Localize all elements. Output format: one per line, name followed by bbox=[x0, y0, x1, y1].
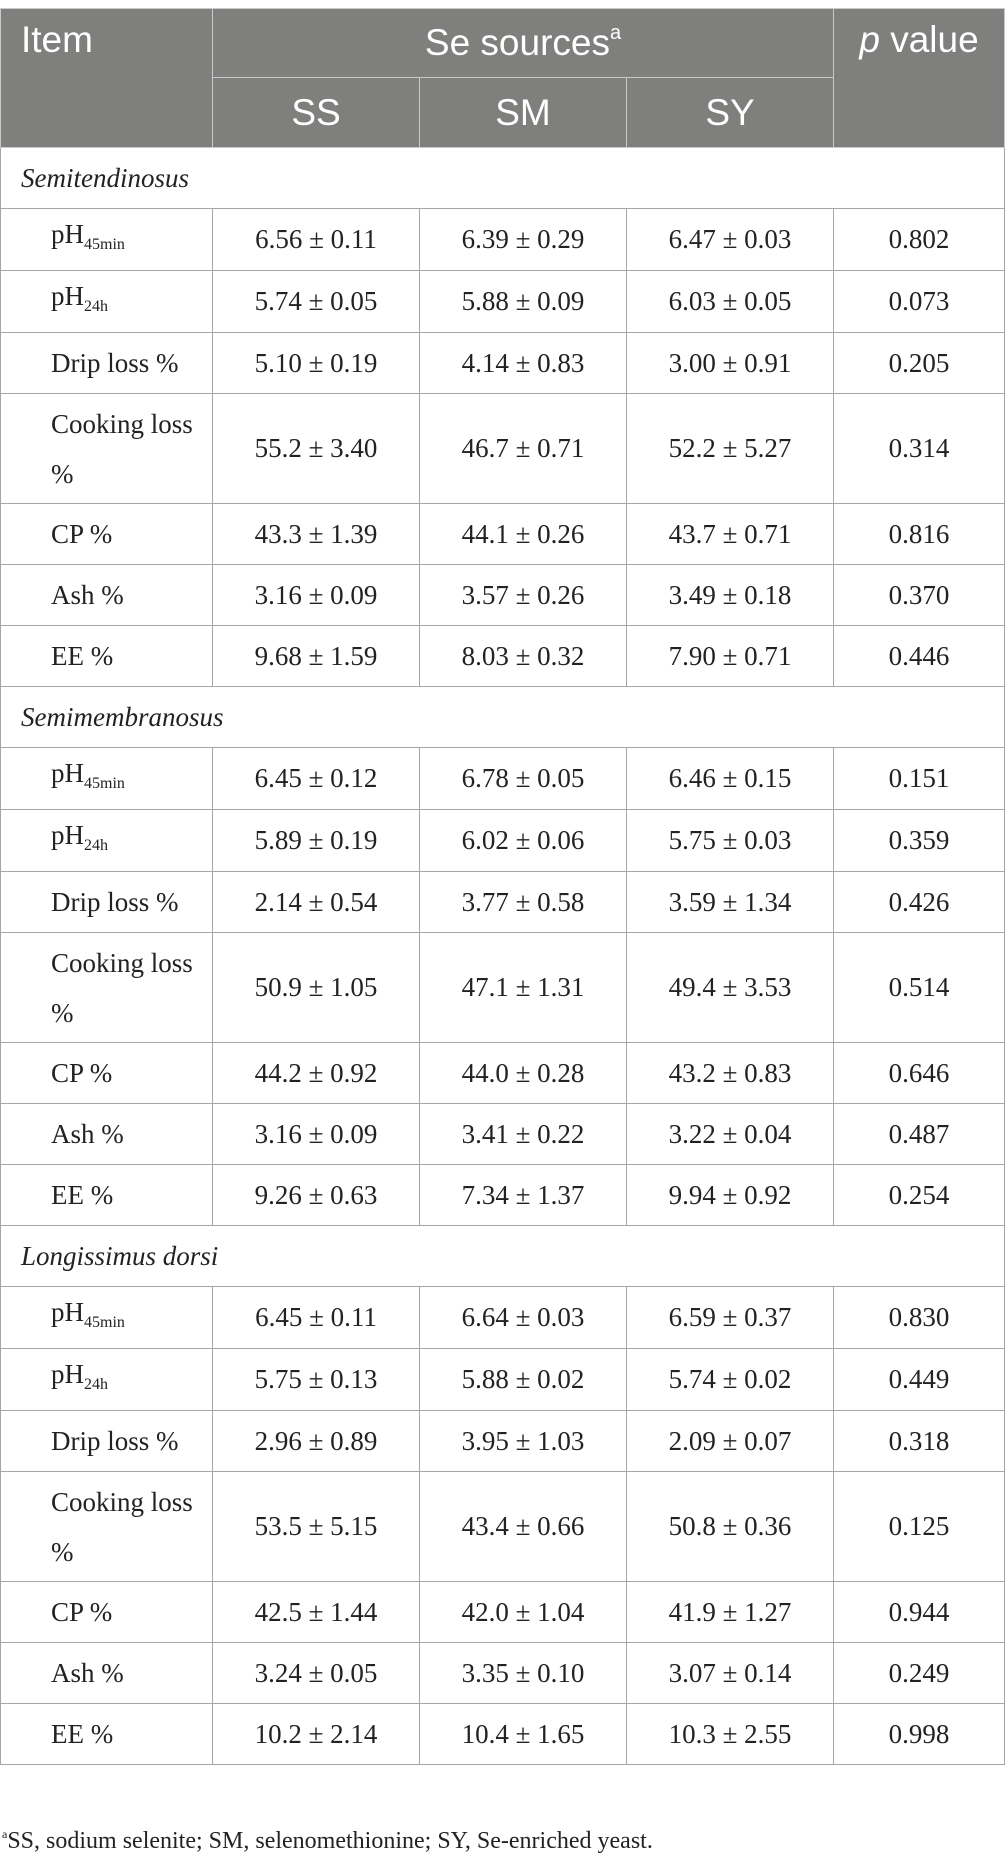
p-value-italic: p bbox=[859, 19, 880, 60]
col-header-sy: SY bbox=[627, 78, 834, 148]
row-label-subscript: 45min bbox=[84, 1314, 125, 1331]
table-row bbox=[1, 1104, 1005, 1165]
table-row bbox=[1, 626, 1005, 687]
row-label-text: CP % bbox=[51, 519, 113, 549]
table-row bbox=[1, 333, 1005, 394]
cell-p-value: 0.449 bbox=[834, 1349, 1005, 1411]
table-row bbox=[1, 810, 1005, 872]
cell-sy: 3.22 ± 0.04 bbox=[627, 1104, 834, 1165]
data-table bbox=[0, 8, 1005, 1765]
row-label-subscript: 45min bbox=[84, 775, 125, 792]
cell-p-value: 0.998 bbox=[834, 1704, 1005, 1765]
cell-sm: 43.4 ± 0.66 bbox=[420, 1472, 627, 1582]
cell-sm: 46.7 ± 0.71 bbox=[420, 394, 627, 504]
cell-p-value: 0.426 bbox=[834, 872, 1005, 933]
row-label bbox=[1, 1043, 213, 1104]
cell-sm: 6.39 ± 0.29 bbox=[420, 209, 627, 271]
table-row bbox=[1, 271, 1005, 333]
row-label bbox=[1, 1104, 213, 1165]
cell-sy: 3.07 ± 0.14 bbox=[627, 1643, 834, 1704]
row-label bbox=[1, 1165, 213, 1226]
row-label bbox=[1, 271, 213, 333]
cell-sm: 42.0 ± 1.04 bbox=[420, 1582, 627, 1643]
row-label-subscript: 24h bbox=[84, 1376, 108, 1393]
cell-ss: 5.89 ± 0.19 bbox=[213, 810, 420, 872]
cell-sy: 5.75 ± 0.03 bbox=[627, 810, 834, 872]
cell-sy: 7.90 ± 0.71 bbox=[627, 626, 834, 687]
cell-sm: 6.02 ± 0.06 bbox=[420, 810, 627, 872]
row-label-text: Cooking loss % bbox=[51, 408, 193, 489]
cell-sm: 44.0 ± 0.28 bbox=[420, 1043, 627, 1104]
row-label-text: pH bbox=[51, 820, 84, 850]
se-sources-label: Se sources bbox=[424, 22, 610, 63]
row-label bbox=[1, 810, 213, 872]
row-label-text: pH bbox=[51, 758, 84, 788]
cell-p-value: 0.944 bbox=[834, 1582, 1005, 1643]
cell-sm: 44.1 ± 0.26 bbox=[420, 504, 627, 565]
cell-sy: 5.74 ± 0.02 bbox=[627, 1349, 834, 1411]
p-value-header bbox=[834, 9, 1005, 148]
row-label-text: Cooking loss % bbox=[51, 947, 193, 1028]
row-label bbox=[1, 394, 213, 504]
table-row bbox=[1, 1165, 1005, 1226]
cell-sy: 6.47 ± 0.03 bbox=[627, 209, 834, 271]
cell-p-value: 0.314 bbox=[834, 394, 1005, 504]
cell-ss: 43.3 ± 1.39 bbox=[213, 504, 420, 565]
row-label bbox=[1, 933, 213, 1043]
cell-sy: 6.46 ± 0.15 bbox=[627, 748, 834, 810]
row-label bbox=[1, 209, 213, 271]
row-label-text: Drip loss % bbox=[51, 1426, 179, 1456]
cell-ss: 50.9 ± 1.05 bbox=[213, 933, 420, 1043]
cell-ss: 5.10 ± 0.19 bbox=[213, 333, 420, 394]
row-label-subscript: 24h bbox=[84, 837, 108, 854]
cell-sm: 7.34 ± 1.37 bbox=[420, 1165, 627, 1226]
cell-sy: 43.2 ± 0.83 bbox=[627, 1043, 834, 1104]
table-row bbox=[1, 1472, 1005, 1582]
row-label bbox=[1, 872, 213, 933]
row-label bbox=[1, 1349, 213, 1411]
cell-p-value: 0.359 bbox=[834, 810, 1005, 872]
cell-ss: 5.74 ± 0.05 bbox=[213, 271, 420, 333]
table-row bbox=[1, 933, 1005, 1043]
cell-sm: 5.88 ± 0.09 bbox=[420, 271, 627, 333]
row-label bbox=[1, 1411, 213, 1472]
cell-p-value: 0.254 bbox=[834, 1165, 1005, 1226]
section-title: Longissimus dorsi bbox=[1, 1226, 1005, 1287]
cell-sm: 4.14 ± 0.83 bbox=[420, 333, 627, 394]
table-row bbox=[1, 1349, 1005, 1411]
row-label bbox=[1, 1472, 213, 1582]
row-label-text: pH bbox=[51, 281, 84, 311]
table-row bbox=[1, 872, 1005, 933]
row-label-subscript: 24h bbox=[84, 298, 108, 315]
row-label-text: EE % bbox=[51, 1719, 114, 1749]
cell-p-value: 0.487 bbox=[834, 1104, 1005, 1165]
table-body bbox=[1, 148, 1005, 1765]
row-label-text: pH bbox=[51, 1297, 84, 1327]
table-row bbox=[1, 565, 1005, 626]
row-label-text: Ash % bbox=[51, 1658, 124, 1688]
row-label-text: EE % bbox=[51, 641, 114, 671]
cell-sm: 3.41 ± 0.22 bbox=[420, 1104, 627, 1165]
row-label bbox=[1, 1643, 213, 1704]
table-row bbox=[1, 504, 1005, 565]
cell-p-value: 0.802 bbox=[834, 209, 1005, 271]
cell-sm: 3.95 ± 1.03 bbox=[420, 1411, 627, 1472]
table-footnote bbox=[2, 1827, 653, 1855]
cell-sm: 8.03 ± 0.32 bbox=[420, 626, 627, 687]
cell-ss: 5.75 ± 0.13 bbox=[213, 1349, 420, 1411]
table-row bbox=[1, 748, 1005, 810]
cell-ss: 9.26 ± 0.63 bbox=[213, 1165, 420, 1226]
table-row bbox=[1, 1043, 1005, 1104]
item-column-header: Item bbox=[1, 9, 213, 148]
cell-sy: 52.2 ± 5.27 bbox=[627, 394, 834, 504]
cell-ss: 10.2 ± 2.14 bbox=[213, 1704, 420, 1765]
cell-sm: 6.64 ± 0.03 bbox=[420, 1287, 627, 1349]
cell-ss: 6.45 ± 0.12 bbox=[213, 748, 420, 810]
cell-ss: 6.56 ± 0.11 bbox=[213, 209, 420, 271]
cell-p-value: 0.370 bbox=[834, 565, 1005, 626]
table-row bbox=[1, 1411, 1005, 1472]
cell-sy: 43.7 ± 0.71 bbox=[627, 504, 834, 565]
cell-p-value: 0.646 bbox=[834, 1043, 1005, 1104]
cell-ss: 9.68 ± 1.59 bbox=[213, 626, 420, 687]
table-row bbox=[1, 1287, 1005, 1349]
cell-p-value: 0.073 bbox=[834, 271, 1005, 333]
cell-sy: 41.9 ± 1.27 bbox=[627, 1582, 834, 1643]
table-row bbox=[1, 1643, 1005, 1704]
row-label-text: pH bbox=[51, 219, 84, 249]
cell-ss: 3.24 ± 0.05 bbox=[213, 1643, 420, 1704]
cell-sy: 6.03 ± 0.05 bbox=[627, 271, 834, 333]
row-label-text: Ash % bbox=[51, 580, 124, 610]
row-label-text: Drip loss % bbox=[51, 887, 179, 917]
row-label bbox=[1, 1582, 213, 1643]
section-row bbox=[1, 1226, 1005, 1287]
table-row bbox=[1, 394, 1005, 504]
cell-ss: 3.16 ± 0.09 bbox=[213, 565, 420, 626]
row-label-text: EE % bbox=[51, 1180, 114, 1210]
row-label-subscript: 45min bbox=[84, 236, 125, 253]
cell-p-value: 0.446 bbox=[834, 626, 1005, 687]
cell-sy: 3.59 ± 1.34 bbox=[627, 872, 834, 933]
cell-sy: 6.59 ± 0.37 bbox=[627, 1287, 834, 1349]
row-label bbox=[1, 1287, 213, 1349]
cell-ss: 2.96 ± 0.89 bbox=[213, 1411, 420, 1472]
cell-sm: 5.88 ± 0.02 bbox=[420, 1349, 627, 1411]
row-label bbox=[1, 626, 213, 687]
footnote-text: SS, sodium selenite; SM, selenomethionine; SY, Se-enriched yeast. bbox=[7, 1828, 653, 1854]
cell-p-value: 0.318 bbox=[834, 1411, 1005, 1472]
col-header-sm: SM bbox=[420, 78, 627, 148]
section-title: Semimembranosus bbox=[1, 687, 1005, 748]
cell-sy: 9.94 ± 0.92 bbox=[627, 1165, 834, 1226]
row-label-text: Ash % bbox=[51, 1119, 124, 1149]
cell-sm: 10.4 ± 1.65 bbox=[420, 1704, 627, 1765]
cell-p-value: 0.151 bbox=[834, 748, 1005, 810]
se-sources-footnote-mark: a bbox=[609, 22, 622, 44]
table-row bbox=[1, 1582, 1005, 1643]
cell-sm: 3.57 ± 0.26 bbox=[420, 565, 627, 626]
row-label-text: CP % bbox=[51, 1058, 113, 1088]
cell-sy: 10.3 ± 2.55 bbox=[627, 1704, 834, 1765]
row-label-text: CP % bbox=[51, 1597, 113, 1627]
col-header-ss: SS bbox=[213, 78, 420, 148]
cell-ss: 42.5 ± 1.44 bbox=[213, 1582, 420, 1643]
table-row bbox=[1, 209, 1005, 271]
section-row bbox=[1, 148, 1005, 209]
cell-p-value: 0.205 bbox=[834, 333, 1005, 394]
cell-ss: 3.16 ± 0.09 bbox=[213, 1104, 420, 1165]
se-sources-header bbox=[213, 9, 834, 78]
section-row bbox=[1, 687, 1005, 748]
table-header bbox=[1, 9, 1005, 148]
row-label bbox=[1, 565, 213, 626]
footnote-mark: a bbox=[2, 1827, 8, 1841]
cell-sm: 6.78 ± 0.05 bbox=[420, 748, 627, 810]
cell-sm: 3.35 ± 0.10 bbox=[420, 1643, 627, 1704]
row-label-text: Drip loss % bbox=[51, 348, 179, 378]
cell-p-value: 0.249 bbox=[834, 1643, 1005, 1704]
cell-ss: 55.2 ± 3.40 bbox=[213, 394, 420, 504]
cell-ss: 6.45 ± 0.11 bbox=[213, 1287, 420, 1349]
cell-p-value: 0.816 bbox=[834, 504, 1005, 565]
cell-ss: 53.5 ± 5.15 bbox=[213, 1472, 420, 1582]
cell-ss: 2.14 ± 0.54 bbox=[213, 872, 420, 933]
cell-p-value: 0.514 bbox=[834, 933, 1005, 1043]
cell-sm: 3.77 ± 0.58 bbox=[420, 872, 627, 933]
row-label bbox=[1, 504, 213, 565]
cell-sy: 2.09 ± 0.07 bbox=[627, 1411, 834, 1472]
cell-p-value: 0.125 bbox=[834, 1472, 1005, 1582]
row-label-text: Cooking loss % bbox=[51, 1486, 193, 1567]
row-label bbox=[1, 333, 213, 394]
table-row bbox=[1, 1704, 1005, 1765]
cell-sy: 3.00 ± 0.91 bbox=[627, 333, 834, 394]
section-title: Semitendinosus bbox=[1, 148, 1005, 209]
cell-sy: 3.49 ± 0.18 bbox=[627, 565, 834, 626]
cell-sm: 47.1 ± 1.31 bbox=[420, 933, 627, 1043]
data-table-container bbox=[0, 8, 1004, 1765]
cell-sy: 50.8 ± 0.36 bbox=[627, 1472, 834, 1582]
row-label-text: pH bbox=[51, 1359, 84, 1389]
cell-ss: 44.2 ± 0.92 bbox=[213, 1043, 420, 1104]
cell-sy: 49.4 ± 3.53 bbox=[627, 933, 834, 1043]
cell-p-value: 0.830 bbox=[834, 1287, 1005, 1349]
row-label bbox=[1, 1704, 213, 1765]
row-label bbox=[1, 748, 213, 810]
p-value-label: value bbox=[879, 19, 979, 60]
